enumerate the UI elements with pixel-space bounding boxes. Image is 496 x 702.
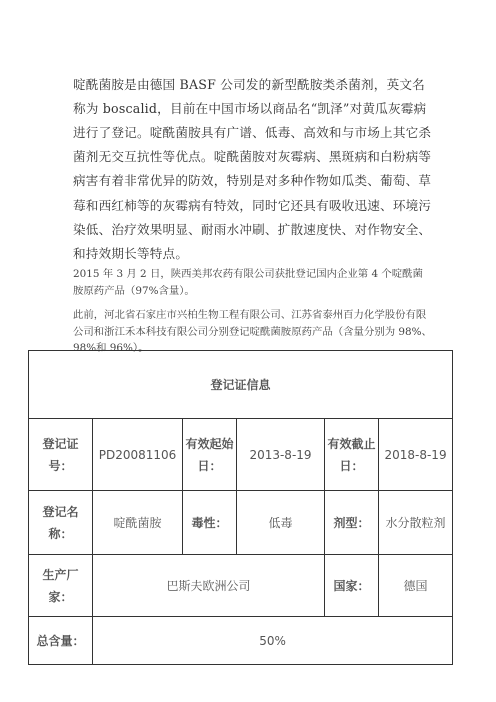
reg-no-value: PD20081106 [93,419,183,491]
valid-from-label: 有效起始日： [183,419,237,491]
intro-paragraph-1: 啶酰菌胺是由德国 BASF 公司发的新型酰胺类杀菌剂，英文名称为 boscalid，目前在中国市场以商品名“凯泽”对黄瓜灰霉病进行了登记。啶酰菌胺具有广谱、低毒、高效和与市场上其它杀菌剂无交互抗性等优点。啶酰菌胺对灰霉病、黑斑病和白粉病等病害有着非常优异的防效，特别是对多种作物如瓜类、葡萄、草莓和西红柿等的灰霉病有特效，同时它还具有吸收迅速、环境污染低、治疗效果明显、耐雨水冲刷、扩散速度快、对作物安全、和持效期长等特点。 [73,76,432,262]
table-title-row [29,351,453,419]
valid-to-value: 2018-8-19 [379,419,453,491]
toxicity-label: 毒性： [183,491,237,555]
intro-paragraph-3: 此前，河北省石家庄市兴柏生物工程有限公司、江苏省泰州百力化学股份有限公司和浙江禾本科技有限公司分别登记啶酰菌胺原药产品（含量分别为 98%、98%和 96%）。 [73,309,432,355]
country-label: 国家： [325,555,379,617]
table-row [29,555,453,617]
valid-from-value: 2013-8-19 [237,419,325,491]
table-row [29,491,453,555]
intro-paragraph-2: 2015 年 3 月 2 日，陕西美邦农药有限公司获批登记国内企业第 4 个啶酰菌胺原药产品（97%含量）。 [73,268,423,297]
table-row [29,419,453,491]
name-value: 啶酰菌胺 [93,491,183,555]
manufacturer-label: 生产厂家： [29,555,93,617]
country-value: 德国 [379,555,453,617]
formulation-label: 剂型： [325,491,379,555]
manufacturer-value: 巴斯夫欧洲公司 [93,555,325,617]
valid-to-label: 有效截止日： [325,419,379,491]
total-content-value: 50% [93,617,453,665]
total-content-label: 总含量： [29,617,93,665]
registration-table [28,350,453,665]
table-title: 登记证信息 [29,351,453,419]
toxicity-value: 低毒 [237,491,325,555]
table-row [29,617,453,665]
formulation-value: 水分散粒剂 [379,491,453,555]
reg-no-label: 登记证号： [29,419,93,491]
name-label: 登记名称： [29,491,93,555]
